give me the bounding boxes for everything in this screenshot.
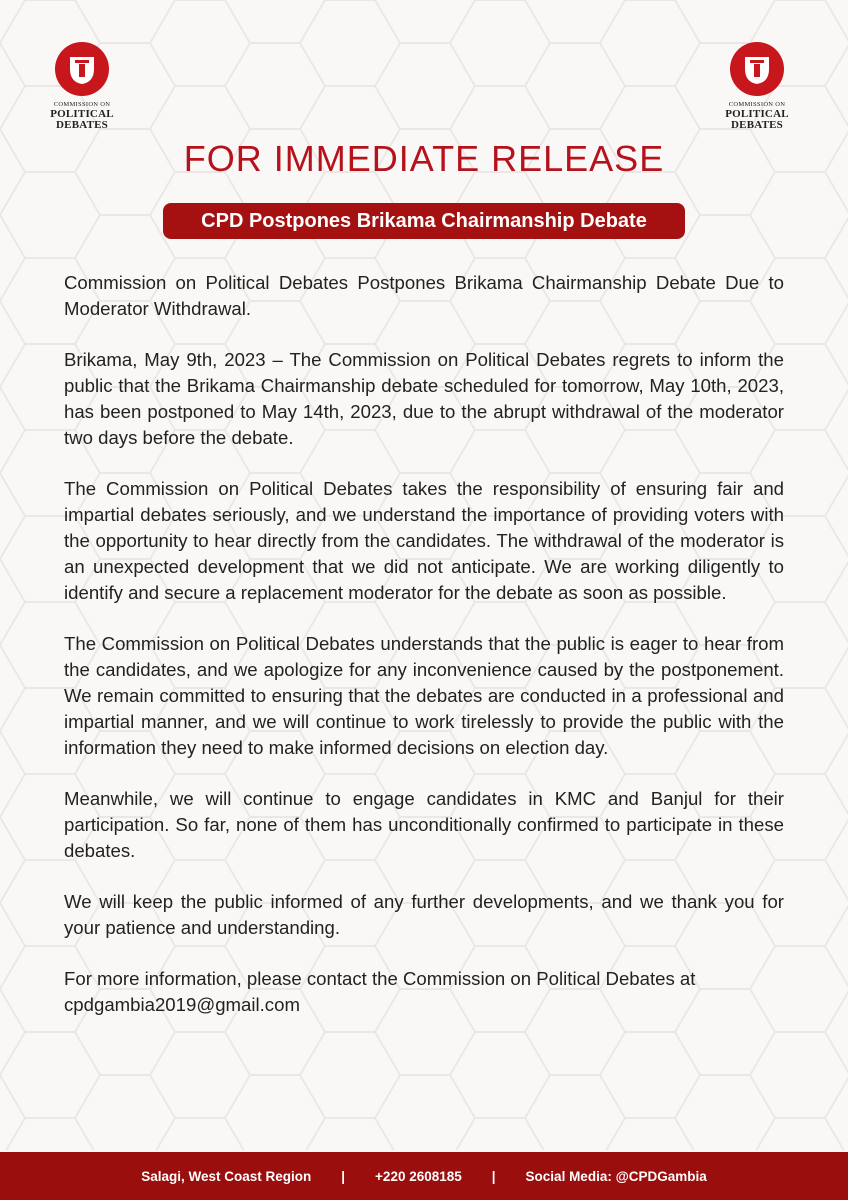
- logo-line-debates: DEBATES: [56, 118, 108, 131]
- paragraph-responsibility: The Commission on Political Debates takes the responsibility of ensuring fair and impartial debates seriously, and we understand the importance of providing voters with the opportunity to hear directly from the candidates. The withdrawal of the moderator is an unexpected development that we did not anticipate. We are working diligently to identify and secure a replacement moderator for the debate as soon as possible.: [64, 478, 784, 603]
- paragraph-apology: The Commission on Political Debates understands that the public is eager to hear from the candidates, and we apologize for any inconvenience caused by the postponement. We remain committed to ensuring that the debates are conducted in a professional and impartial manner, and we will continue to work tirelessly to provide the public with the information they need to make informed decisions on election day.: [64, 633, 784, 758]
- headline: FOR IMMEDIATE RELEASE: [183, 138, 665, 179]
- cpd-emblem-icon: [53, 40, 111, 98]
- press-release-body: [64, 270, 784, 1043]
- cpd-logo-right: [712, 40, 802, 132]
- paragraph-intro: Commission on Political Debates Postpones Brikama Chairmanship Debate Due to Moderator Withdrawal.: [64, 272, 784, 319]
- logo-line-commission: COMMISSION ON: [728, 101, 786, 108]
- footer-social: Social Media: @CPDGambia: [525, 1168, 707, 1184]
- paragraph-announcement: Brikama, May 9th, 2023 – The Commission on Political Debates regrets to inform the public that the Brikama Chairmanship debate scheduled for tomorrow, May 10th, 2023, has been postponed to May 14th, 2023, due to the abrupt withdrawal of the moderator two days before the debate.: [64, 349, 784, 448]
- footer-phone: +220 2608185: [375, 1168, 462, 1184]
- logo-line-political: POLITICAL: [725, 107, 789, 120]
- logo-line-political: POLITICAL: [50, 107, 114, 120]
- footer-bar: [0, 1152, 848, 1200]
- footer-separator: |: [341, 1168, 346, 1184]
- paragraph-engagement: Meanwhile, we will continue to engage candidates in KMC and Banjul for their participation. So far, none of them has unconditionally confirmed to participate in these debates.: [64, 788, 784, 861]
- cpd-emblem-icon: [728, 40, 786, 98]
- subheadline-text: CPD Postpones Brikama Chairmanship Debate: [201, 209, 647, 232]
- logo-line-debates: DEBATES: [731, 118, 783, 131]
- cpd-logo-left: [37, 40, 127, 132]
- footer-separator: |: [491, 1168, 496, 1184]
- paragraph-updates: We will keep the public informed of any further developments, and we thank you for your patience and understanding.: [64, 891, 784, 938]
- footer-address: Salagi, West Coast Region: [141, 1168, 312, 1184]
- logo-line-commission: COMMISSION ON: [53, 101, 111, 108]
- paragraph-contact: For more information, please contact the Commission on Political Debates at cpdgambia2019@gmail.com: [64, 968, 696, 1015]
- subheadline-banner: [163, 203, 685, 239]
